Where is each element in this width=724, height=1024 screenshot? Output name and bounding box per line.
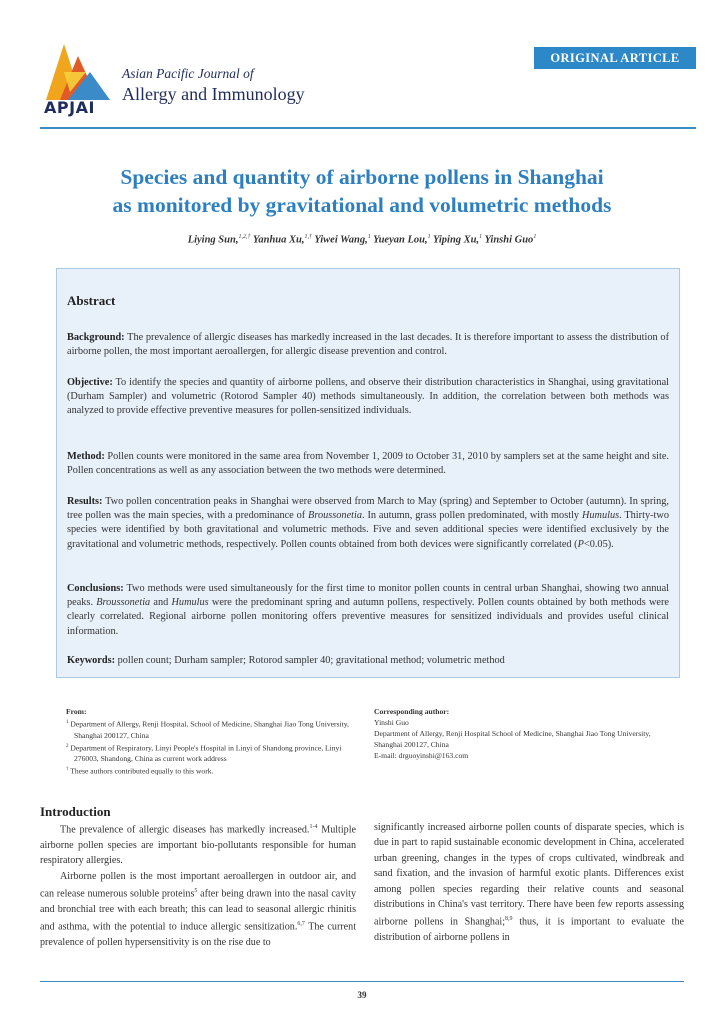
abstract-background (67, 331, 669, 359)
abstract-conclusions (67, 582, 669, 639)
abstract-text: <0.05). (583, 538, 614, 550)
abstract-text: were the predominant spring and autumn pollens, respectively. Pollen counts obtained by both methods were clearly correlated. Regional airborne pollen monitoring offers preventive measures for sensitized individuals and provides useful clinical information. (67, 597, 669, 637)
body-paragraph (40, 820, 356, 869)
affiliations-block (66, 706, 356, 777)
abstract-method (67, 450, 669, 478)
abstract-label: Objective: (67, 377, 113, 388)
author-name: Yinshi Guo (482, 234, 534, 246)
affiliation-item (66, 741, 356, 765)
article-title (60, 163, 664, 219)
affiliation-item (66, 717, 356, 741)
abstract-keywords (67, 654, 669, 668)
affiliation-text: Department of Allergy, Renji Hospital, School of Medicine, Shanghai Jiao Tong University, Shanghai 200127, China (68, 719, 349, 740)
corresponding-name: Yinshi Guo (374, 718, 409, 727)
body-text: Multiple airborne pollen species are important bio-pollutants responsible for human respiratory allergies. (40, 824, 356, 867)
abstract-text: The prevalence of allergic diseases has markedly increased in the last decades. It is therefore important to assess the distribution of airborne pollen, the most important aeroallergen, for allergic disease prevention and control. (67, 332, 669, 358)
body-text: significantly increased airborne pollen counts of disparate species, which is due in part to rapid sustainable economic development in China, accelerated urban greening, changes in the types of crops cultivated, windbreak and sand fixation, and the invasion of harmful exotic plants. Differences exist among pollen species regarding their relative counts and seasonal distributions in China's vast territory. There have been few reports assessing airborne pollens in Shanghai; (374, 822, 684, 928)
affiliation-text: Department of Respiratory, Linyi People's Hospital in Linyi of Shandong province, Linyi 276003, Shandong, China as current work address (68, 743, 342, 764)
article-type-badge: ORIGINAL ARTICLE (534, 47, 696, 69)
header-divider (40, 127, 696, 129)
from-label: From: (66, 707, 87, 716)
citation-mark: 5 (194, 887, 198, 894)
author-affiliation-mark: 1 (533, 234, 537, 240)
logo-text: APJAI (44, 98, 95, 117)
abstract-italic-term: Broussonetia (308, 510, 363, 522)
author-affiliation-mark: 1 (367, 234, 371, 240)
corresponding-address: Department of Allergy, Renji Hospital School of Medicine, Shanghai Jiao Tong University, Shanghai 200127, China (374, 729, 651, 749)
body-text: thus, it is important to evaluate the distribution of airborne pollens in (374, 916, 684, 944)
journal-name-line1: Asian Pacific Journal of (122, 66, 254, 81)
affiliation-text: These authors contributed equally to this work. (68, 766, 214, 776)
logo-triangle-icon (40, 42, 120, 102)
author-name: Yanhua Xu, (250, 234, 305, 246)
body-text: The prevalence of allergic diseases has markedly increased. (60, 824, 310, 836)
author-affiliation-mark: 1 (427, 234, 431, 240)
author-affiliation-mark: 1,† (304, 234, 312, 240)
affiliation-mark: 2 (66, 743, 69, 749)
author-name: Yiping Xu, (430, 234, 480, 246)
abstract-italic-term: Humulus (171, 597, 209, 609)
title-line-1: Species and quantity of airborne pollens in Shanghai (120, 165, 604, 189)
title-line-2: as monitored by gravitational and volumetric methods (112, 193, 612, 217)
abstract-italic-term: Broussonetia (96, 597, 151, 609)
corresponding-label: Corresponding author: (374, 707, 450, 716)
abstract-text: and (150, 597, 172, 609)
abstract-text: . In autumn, grass pollen predominated, with mostly (362, 510, 582, 522)
corresponding-author-block (374, 706, 674, 761)
author-name: Yueyan Lou, (370, 234, 428, 246)
footer-divider (40, 981, 684, 982)
author-affiliation-mark: 1 (479, 234, 483, 240)
abstract-italic-term: Humulus (581, 510, 620, 522)
body-column-right (374, 820, 684, 946)
affiliation-mark: 1 (66, 720, 69, 725)
body-text: after being drawn into the nasal cavity and bronchial tree with each breath; this can lead to seasonal allergic rhinitis and asthma, with the potential to induce allergic sensitization. (40, 888, 356, 933)
abstract-text: Two methods were used simultaneously for the first time to monitor pollen counts in central urban Shanghai, showing two annual peaks. (67, 583, 669, 609)
author-affiliation-mark: 1,2,† (238, 234, 251, 240)
abstract-text: To identify the species and quantity of airborne pollens, and observe their distribution characteristics in Shanghai, using gravitational (Durham Sampler) and volumetric (Rotorod Sampler 40) methods simultaneously. In addition, the correlation between both methods was analyzed to provide effective preventive measures for pollen-sensitized individuals. (67, 377, 669, 417)
body-paragraph (40, 869, 356, 951)
corresponding-email: E-mail: drguoyinshi@163.com (374, 751, 469, 760)
author-name: Liying Sun, (187, 234, 239, 246)
author-list (60, 234, 664, 246)
author-name: Yiwei Wang, (311, 234, 368, 246)
affiliation-mark: † (66, 767, 69, 773)
citation-mark: 1-4 (309, 824, 318, 830)
abstract-label: Keywords: (67, 655, 116, 666)
abstract-label: Results: (67, 496, 103, 507)
body-column-left (40, 820, 356, 950)
body-text: Airborne pollen is the most important aeroallergen in outdoor air, and can release numerous soluble proteins (40, 870, 356, 900)
abstract-text: . Thirty-two species were identified by both gravitational and volumetric methods. Five and seven additional species were identified exclusively by the gravitational and volumetric methods, respectively. Pollen counts obtained from both devices were significantly correlated ( (67, 510, 669, 550)
citation-mark: 8,9 (505, 916, 513, 923)
abstract-text: pollen count; Durham sampler; Rotorod sampler 40; gravitational method; volumetric method (115, 655, 505, 666)
journal-name-line2: Allergy and Immunology (122, 84, 305, 104)
abstract-heading: Abstract (67, 293, 116, 308)
page-number: 39 (357, 990, 367, 1000)
affiliation-item (66, 764, 356, 777)
body-paragraph (374, 820, 684, 946)
body-text: The current prevalence of pollen hypersensitivity is on the rise due to (40, 921, 356, 948)
abstract-results (67, 495, 669, 552)
abstract-box (56, 268, 680, 678)
abstract-text: Pollen counts were monitored in the same area from November 1, 2009 to October 31, 2010 by samplers set at the same height and site. Pollen concentrations as well as any association between the two methods were determined. (67, 451, 669, 477)
abstract-italic-term: P (577, 538, 584, 550)
abstract-text: Two pollen concentration peaks in Shanghai were observed from March to May (spring) and September to October (autumn). In spring, tree pollen was the main species, with a predominance of (67, 496, 669, 522)
abstract-label: Background: (67, 332, 125, 343)
introduction-heading: Introduction (40, 804, 111, 819)
citation-mark: 6,7 (297, 921, 305, 928)
abstract-label: Conclusions: (67, 583, 124, 594)
abstract-label: Method: (67, 451, 105, 462)
abstract-objective (67, 376, 669, 419)
